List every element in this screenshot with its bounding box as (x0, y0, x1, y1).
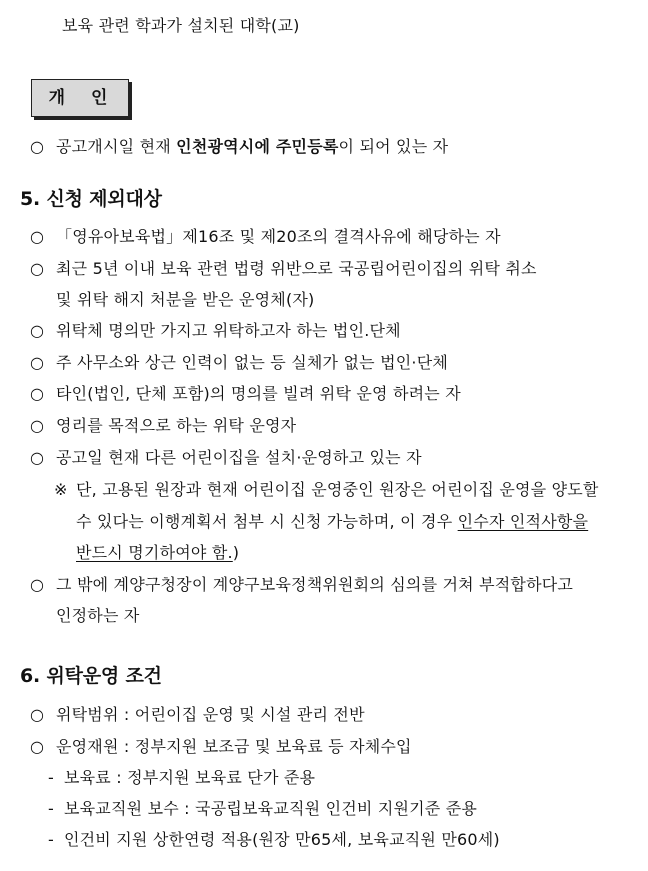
individual-box-label: 개 인 (48, 88, 118, 108)
note-line-1-text: 단, 고용된 원장과 현재 어린이집 운영중인 원장은 어린이집 운영을 양도할 (76, 480, 599, 499)
section5-item (30, 352, 448, 374)
section5-last-item (30, 574, 573, 596)
top-line: 보육 관련 학과가 설치된 대학(교) (62, 16, 300, 35)
section6-item-text: 위탁범위 : 어린이집 운영 및 시설 관리 전반 (56, 705, 365, 724)
note-line-2 (76, 511, 588, 533)
individual-item-bold: 인천광역시에 주민등록 (176, 137, 339, 156)
bullet-mark: ○ (30, 416, 45, 435)
section5-item (30, 226, 501, 248)
individual-box (31, 79, 129, 117)
note-line-2-text: 수 있다는 이행계획서 첨부 시 신청 가능하며, 이 경우 (76, 512, 458, 531)
individual-item-post: 이 되어 있는 자 (338, 137, 449, 156)
section6-dash-item (48, 767, 315, 789)
section5-item (30, 415, 296, 437)
bullet-mark: ○ (30, 448, 45, 467)
note-mark: ※ (54, 480, 68, 499)
individual-item-pre: 공고개시일 현재 (56, 137, 177, 156)
section6-item (30, 736, 412, 758)
bullet-mark: ○ (30, 353, 45, 372)
bullet-mark: ○ (30, 259, 45, 278)
section5-title: 5. 신청 제외대상 (20, 188, 162, 210)
section5-item-text: 주 사무소와 상근 인력이 없는 등 실체가 없는 법인·단체 (56, 353, 449, 372)
section6-dash-item (48, 798, 477, 820)
section6-item-text: 운영재원 : 정부지원 보조금 및 보육료 등 자체수입 (56, 737, 412, 756)
section5-item-text: 위탁체 명의만 가지고 위탁하고자 하는 법인.단체 (56, 321, 401, 340)
individual-item (30, 136, 448, 158)
bullet-mark: ○ (30, 575, 45, 594)
note-line-3-underlined: 반드시 명기하여야 함. (76, 543, 233, 562)
section5-item (30, 258, 537, 280)
section6-dash-item-text: 인건비 지원 상한연령 적용(원장 만65세, 보육교직원 만60세) (64, 830, 500, 849)
section6-dash-item-text: 보육료 : 정부지원 보육료 단가 준용 (64, 768, 316, 787)
dash-mark: - (48, 830, 54, 849)
note-line-3 (76, 542, 239, 564)
section5-item-text: 최근 5년 이내 보육 관련 법령 위반으로 국공립어린이집의 위탁 취소 (56, 259, 537, 278)
section5-last-item-text: 그 밖에 계양구청장이 계양구보육정책위원회의 심의를 거쳐 부적합하다고 (56, 575, 574, 594)
bullet-mark: ○ (30, 137, 45, 156)
section5-last-item-continued: 인정하는 자 (56, 606, 140, 625)
note-line-2-underlined: 인수자 인적사항을 (457, 512, 589, 531)
note-line-1 (54, 479, 599, 501)
section5-item-continued: 및 위탁 해지 처분을 받은 운영체(자) (56, 290, 315, 309)
bullet-mark: ○ (30, 227, 45, 246)
section5-item-text: 타인(법인, 단체 포함)의 명의를 빌려 위탁 운영 하려는 자 (56, 384, 461, 403)
section6-dash-item (48, 829, 500, 851)
bullet-mark: ○ (30, 384, 45, 403)
section5-item (30, 447, 422, 469)
section5-item-text: 영리를 목적으로 하는 위탁 운영자 (56, 416, 297, 435)
bullet-mark: ○ (30, 705, 45, 724)
bullet-mark: ○ (30, 321, 45, 340)
section5-item (30, 383, 461, 405)
bullet-mark: ○ (30, 737, 45, 756)
note-line-3-text: ) (232, 543, 240, 562)
section5-item-text: 공고일 현재 다른 어린이집을 설치·운영하고 있는 자 (56, 448, 422, 467)
dash-mark: - (48, 799, 54, 818)
section5-item (30, 320, 401, 342)
section6-title: 6. 위탁운영 조건 (20, 665, 162, 687)
section5-item-text: 「영유아보육법」제16조 및 제20조의 결격사유에 해당하는 자 (56, 227, 501, 246)
section6-dash-item-text: 보육교직원 보수 : 국공립보육교직원 인건비 지원기준 준용 (64, 799, 478, 818)
dash-mark: - (48, 768, 54, 787)
section6-item (30, 704, 365, 726)
